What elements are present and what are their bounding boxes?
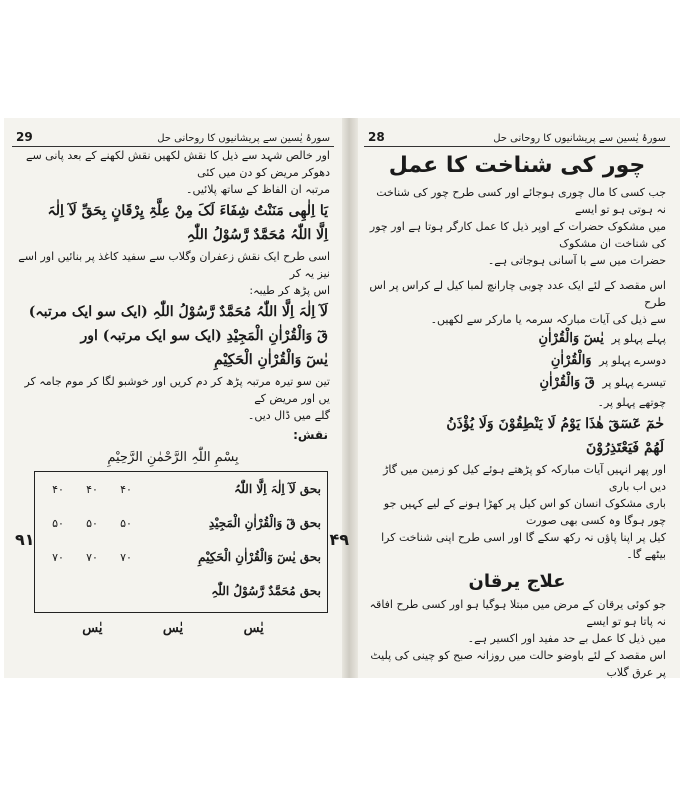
right-page xyxy=(364,122,670,679)
left-page xyxy=(12,122,349,674)
naqsh-row xyxy=(35,472,327,506)
naqsh-side-number-right: ۴۹ xyxy=(329,530,349,549)
text-line: گلے میں ڈال دیں۔ xyxy=(247,409,330,422)
text-line: اور خالص شہد سے ذیل کا نقش لکھیں نقش لکھنے کے بعد پانی سے دھوکر مریض کو دن میں کئی xyxy=(26,149,330,179)
side-verse: قٓ وَالْقُرْاٰنِ xyxy=(539,375,595,390)
side-verse: یٰسٓ وَالْقُرْاٰنِ xyxy=(538,331,604,346)
book-spine xyxy=(342,118,358,678)
arabic-verse: اِلَّا اللّٰہُ مُحَمَّدٌ رَّسُوْلُ اللّٰہِ xyxy=(186,227,328,243)
right-page-number: 28 xyxy=(368,130,385,144)
naqsh-row-text: بحق مُحَمَّدٌ رَّسُوْلُ اللّٰہِ xyxy=(211,584,321,598)
naqsh-number: ۵۰ xyxy=(120,516,132,530)
naqsh-row-text: بحق یٰسٓ وَالْقُرْاٰنِ الْحَکِیْمِ xyxy=(198,550,321,564)
arabic-verse: حٰمٓ عٓسٓقٓ ھٰذَا یَوْمُ لَا یَنْطِقُوْنَ وَلَا یُؤْذَنُ xyxy=(446,416,664,432)
naqsh-number: ۵۰ xyxy=(52,516,64,530)
text-line: تین سو تیرہ مرتبہ پڑھ کر دم کریں اور خوشبو لگا کر موم جامہ کر یں اور مریض کے xyxy=(24,375,330,405)
arabic-verse: لَھُمْ فَیَعْتَذِرُوْنَ xyxy=(586,440,664,456)
naqsh-row xyxy=(35,574,327,608)
right-page-header xyxy=(364,122,670,147)
footer-word: یٰس xyxy=(243,621,264,636)
text-line: سے ذیل کی آیات مبارکہ سرمہ یا مارکر سے لکھیں۔ xyxy=(430,313,666,326)
side-instruction xyxy=(364,372,670,394)
text-line: اس مقصد کے لئے باوضو حالت میں روزانہ صبح کو چینی کی پلیٹ پر عرق گلاب xyxy=(370,649,666,679)
left-page-number: 29 xyxy=(16,130,33,144)
text-line: میں ذیل کا عمل بے حد مفید اور اکسیر ہے۔ xyxy=(467,632,666,645)
side-instruction xyxy=(364,328,670,350)
naqsh-number: ۷۰ xyxy=(86,550,98,564)
side-label: تیسرے پہلو پر xyxy=(602,376,666,389)
text-line: اس مقصد کے لئے ایک عدد چوبی چارانچ لمبا کیل لے کراس پر اس طرح xyxy=(369,279,666,309)
naqsh-row xyxy=(35,540,327,574)
naqsh-number: ۷۰ xyxy=(52,550,64,564)
section-subtitle: علاج یرقان xyxy=(468,571,566,592)
side-instruction xyxy=(364,394,670,411)
side-label: دوسرے پہلو پر xyxy=(599,354,666,367)
footer-words xyxy=(12,621,334,636)
text-line: جب کسی کا مال چوری ہوجائے اور کسی طرح چور کی شناخت نہ ہوتی ہو تو ایسے xyxy=(376,186,666,216)
side-label: چوتھے پہلو پر۔ xyxy=(597,396,666,409)
text-line: باری مشکوک انسان کو اس کیل پر کھڑا ہونے کے لیے کہیں جو چور ہوگا وہ کسی بھی صورت xyxy=(383,497,666,527)
naqsh-label: نقش: xyxy=(293,428,328,442)
text-line: حضرات میں سے با آسانی ہوجاتی ہے۔ xyxy=(487,254,666,267)
left-header-title: سورۂ یٰسین سے پریشانیوں کا روحانی حل xyxy=(157,133,330,144)
naqsh-box xyxy=(15,471,349,613)
naqsh-number: ۷۰ xyxy=(120,550,132,564)
naqsh-number: ۴۰ xyxy=(52,482,64,496)
side-instruction xyxy=(364,350,670,372)
naqsh-number: ۴۰ xyxy=(86,482,98,496)
text-line: کیل پر اپنا پاؤں نہ رکھ سکے گا اور اسی طرح اپنی شناخت کرا بیٹھے گا۔ xyxy=(381,531,666,561)
arabic-verse: لَآ اِلٰہَ اِلَّا اللّٰہُ مُحَمَّدٌ رَّسُوْلُ اللّٰہِ (ایک سو ایک مرتبہ) xyxy=(28,304,328,320)
text-line: اسی طرح ایک نقش زعفران وگلاب سے سفید کاغذ پر بنائیں اور اسے نیز یہ کر xyxy=(18,250,330,280)
section-title: چور کی شناخت کا عمل xyxy=(388,153,646,178)
arabic-verse: یَا اِلٰھِی مَنَنْتُ شِفَاءَ لَکَ مِنْ عِلَّۃِ یِرْقَانٍ بِحَقِّ لَآ اِلٰہَ xyxy=(47,203,328,219)
naqsh-side-number-left: ۹۱ xyxy=(15,530,35,549)
text-line: میں مشکوک حضرات کے اوپر ذیل کا عمل کارگر ہوتا ہے اور چور کی شناخت ان مشکوک xyxy=(369,220,666,250)
naqsh-number: ۵۰ xyxy=(86,516,98,530)
text-line: اور پھر انہیں آیات مبارکہ کو پڑھتے ہوئے کیل کو زمین میں گاڑ دیں اب باری xyxy=(383,463,666,493)
arabic-verse: یٰسٓ وَالْقُرْاٰنِ الْحَکِیْمِ xyxy=(214,352,328,368)
footer-word: یٰس xyxy=(162,621,184,636)
naqsh-row-text: بحق قٓ وَالْقُرْاٰنِ الْمَجِیْدِ xyxy=(208,516,321,530)
naqsh-row xyxy=(35,506,327,540)
right-header-title: سورۂ یٰسین سے پریشانیوں کا روحانی حل xyxy=(493,133,666,144)
text-line: اس پڑھ کر طیبہ: xyxy=(249,284,330,297)
left-page-header xyxy=(12,122,334,147)
bismillah: بِسْمِ اللّٰہِ الرَّحْمٰنِ الرَّحِیْمِ xyxy=(107,450,239,465)
naqsh-number: ۴۰ xyxy=(120,482,132,496)
text-line: جو کوئی یرقان کے مرض میں مبتلا ہوگیا ہو اور کسی طرح افاقہ نہ پاتا ہو تو ایسے xyxy=(369,598,666,628)
side-label: پہلے پہلو پر xyxy=(611,332,666,345)
side-verse: وَالْقُرْاٰنِ xyxy=(550,353,592,368)
arabic-verse: قٓ وَالْقُرْاٰنِ الْمَجِیْدِ (ایک سو ایک مرتبہ) اور xyxy=(80,328,328,344)
text-line: مرتبہ ان الفاظ کے ساتھ پلائیں۔ xyxy=(186,183,330,196)
footer-word: یٰس xyxy=(82,621,103,636)
naqsh-row-text: بحق لَآ اِلٰہَ اِلَّا اللّٰہُ xyxy=(234,482,321,496)
